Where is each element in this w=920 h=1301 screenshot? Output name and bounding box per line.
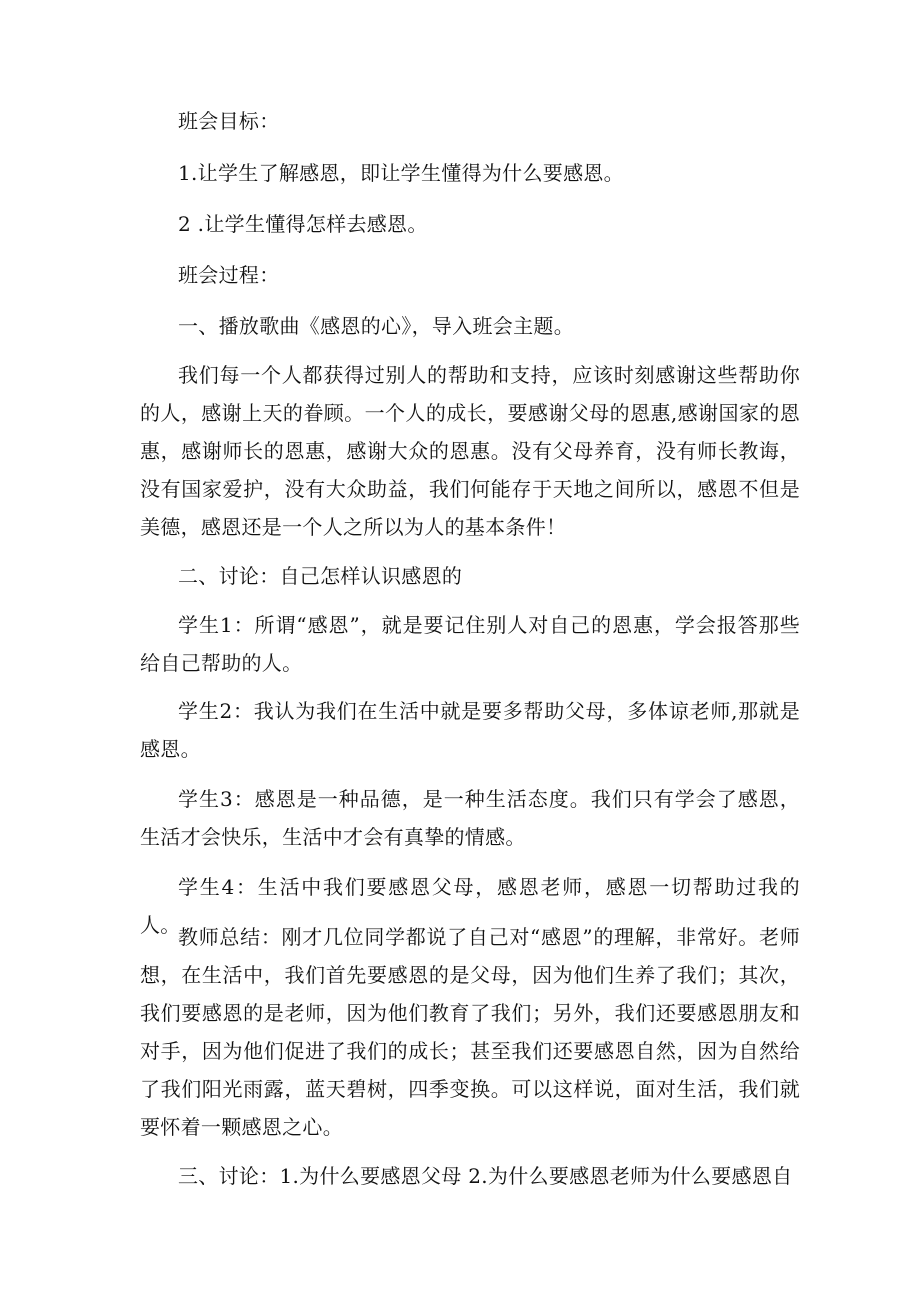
section-one-heading: 一、播放歌曲《感恩的心》，导入班会主题。 <box>178 314 574 338</box>
goal-item-1: 1.让学生了解感恩，即让学生懂得为什么要感恩。 <box>178 161 624 185</box>
gratitude-intro-paragraph: 我们每一个人都获得过别人的帮助和支持，应该时刻感谢这些帮助你的人，感谢上天的眷顾。一个人的成长，要感谢父母的恩惠,感谢国家的恩惠，感谢师长的恩惠，感谢大众的恩惠。没有父母养育，没有师长教诲，没有国家爱护，没有大众助益，我们何能存于天地之间所以，感恩不但是美德，感恩还是一个人之所以为人的基本条件！ <box>140 363 800 539</box>
teacher-summary-paragraph: 教师总结：刚才几位同学都说了自己对“感恩”的理解，非常好。老师想，在生活中，我们首先要感恩的是父母，因为他们生养了我们；其次，我们要感恩的是老师，因为他们教育了我们；另外，我们还要感恩朋友和对手，因为他们促进了我们的成长；甚至我们还要感恩自然，因为自然给了我们阳光雨露，蓝天碧树，四季变换。可以这样说，面对生活，我们就要怀着一颗感恩之心。 <box>140 925 800 1139</box>
student-1-answer: 学生1：所谓“感恩”，就是要记住别人对自己的恩惠，学会报答那些给自己帮助的人。 <box>140 613 800 675</box>
goal-item-2: 2 .让学生懂得怎样去感恩。 <box>178 212 428 236</box>
student-3-answer: 学生3：感恩是一种品德，是一种生活态度。我们只有学会了感恩，生活才会快乐，生活中才会有真挚的情感。 <box>140 787 800 849</box>
section-two-heading: 二、讨论：自己怎样认识感恩的 <box>178 564 463 588</box>
meeting-goal-heading: 班会目标： <box>178 109 280 133</box>
student-4-answer: 学生4：生活中我们要感恩父母，感恩老师，感恩一切帮助过我的人。 <box>140 875 800 937</box>
student-2-answer: 学生2：我认为我们在生活中就是要多帮助父母，多体谅老师,那就是感恩。 <box>140 699 800 761</box>
section-three-heading: 三、讨论：1.为什么要感恩父母 2.为什么要感恩老师为什么要感恩自 <box>178 1164 793 1188</box>
meeting-process-heading: 班会过程： <box>178 263 280 287</box>
